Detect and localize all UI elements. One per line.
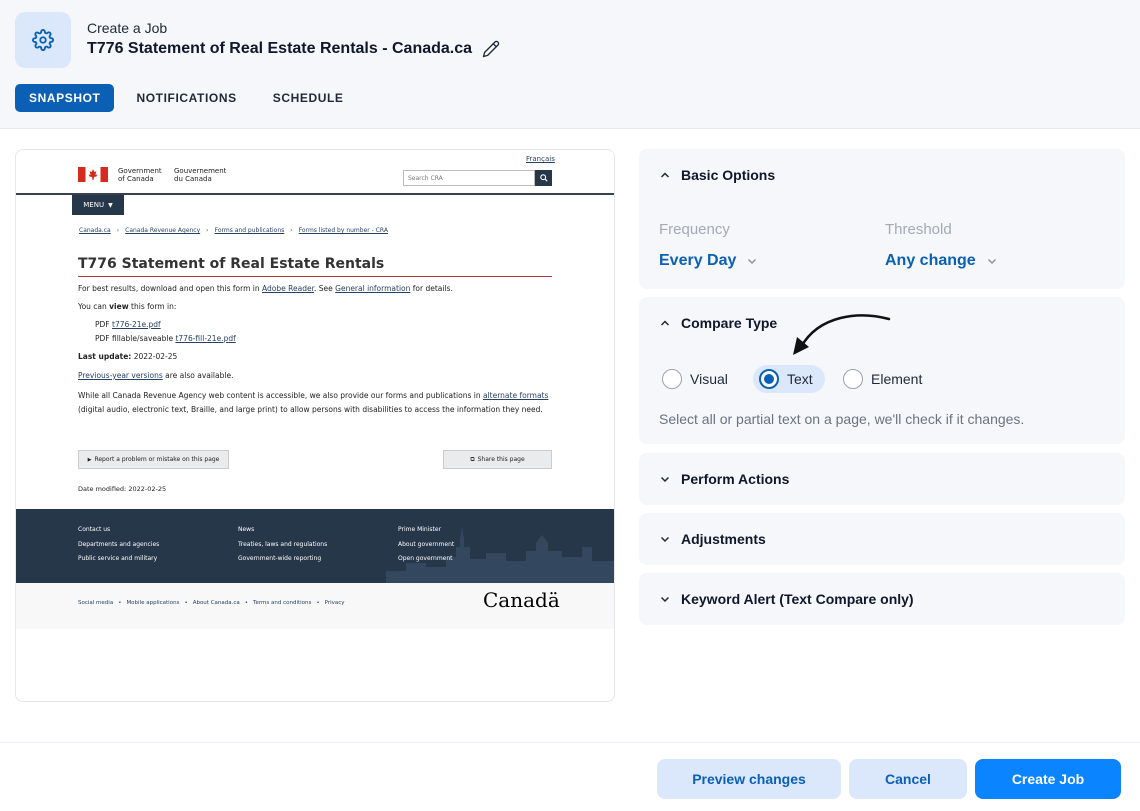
crumb-2: Canada Revenue Agency bbox=[125, 227, 201, 234]
keyword-alert-panel[interactable] bbox=[639, 573, 1125, 625]
chevron-down-icon bbox=[659, 473, 671, 485]
gov-fr-line1: Gouvernement bbox=[174, 167, 227, 175]
view-text-a: You can bbox=[78, 302, 110, 311]
share-page-label: Share this page bbox=[477, 456, 525, 463]
radio-text[interactable] bbox=[759, 369, 779, 389]
cancel-button[interactable]: Cancel bbox=[849, 759, 967, 799]
footer-bar bbox=[0, 742, 1140, 811]
compare-option-visual-label: Visual bbox=[690, 371, 728, 387]
chevron-down-icon bbox=[659, 593, 671, 605]
adjustments-title: Adjustments bbox=[681, 531, 766, 547]
view-text-b: view bbox=[109, 302, 129, 311]
crumb-3: Forms and publications bbox=[214, 227, 285, 234]
bottom-link-terms: Terms and conditions bbox=[253, 600, 312, 606]
footer-col-2 bbox=[238, 523, 327, 567]
settings-button[interactable] bbox=[15, 12, 71, 68]
accessibility-paragraph bbox=[78, 389, 553, 416]
compare-option-visual[interactable] bbox=[656, 365, 740, 393]
basic-options-header[interactable] bbox=[659, 167, 775, 183]
chevron-up-icon bbox=[659, 317, 671, 329]
threshold-label: Threshold bbox=[885, 221, 952, 238]
frequency-label: Frequency bbox=[659, 221, 730, 238]
gov-en-line2: of Canada bbox=[118, 175, 154, 183]
general-info-link: General information bbox=[335, 284, 411, 293]
adobe-link: Adobe Reader bbox=[262, 284, 314, 293]
pdf-label: PDF bbox=[95, 320, 112, 329]
intro-text-c: for details. bbox=[410, 284, 453, 293]
gear-icon bbox=[32, 29, 54, 51]
frequency-value: Every Day bbox=[659, 252, 737, 269]
tab-schedule[interactable]: SCHEDULE bbox=[272, 91, 344, 105]
date-modified: Date modified: 2022-02-25 bbox=[78, 485, 167, 493]
canada-flag-icon bbox=[78, 167, 108, 182]
bottom-links: Social media • Mobile applications • About Canada.ca • Terms and conditions • Privacy bbox=[78, 600, 345, 606]
pdf-fill-link: t776-fill-21e.pdf bbox=[175, 334, 236, 343]
threshold-value: Any change bbox=[885, 252, 976, 269]
chevron-down-icon bbox=[746, 255, 758, 267]
adjustments-panel[interactable] bbox=[639, 513, 1125, 565]
footer-link-departments: Departments and agencies bbox=[78, 540, 160, 548]
pencil-icon[interactable] bbox=[482, 40, 500, 58]
cra-breadcrumb: Canada.ca › Canada Revenue Agency › Forms and publications › Forms listed by number - CRA bbox=[79, 227, 388, 234]
cra-page-heading: T776 Statement of Real Estate Rentals bbox=[78, 256, 385, 272]
access-text-b: (digital audio, electronic text, Braille, and large print) to allow persons with disabilities to access the information they need. bbox=[78, 404, 543, 414]
footer-link-open-gov: Open government bbox=[398, 555, 453, 562]
page-subtitle: Create a Job bbox=[87, 20, 168, 36]
share-page-button bbox=[443, 450, 552, 469]
footer-link-contact: Contact us bbox=[78, 526, 111, 533]
bottom-link-privacy: Privacy bbox=[324, 600, 345, 606]
cra-menu-label: MENU bbox=[83, 201, 105, 209]
threshold-dropdown[interactable] bbox=[885, 252, 998, 270]
play-icon: ▶ bbox=[87, 456, 92, 463]
keyword-alert-header[interactable] bbox=[659, 591, 914, 607]
prev-versions-suffix: are also available. bbox=[162, 371, 234, 380]
intro-paragraph bbox=[78, 283, 558, 294]
job-title: T776 Statement of Real Estate Rentals - Canada.ca bbox=[87, 40, 473, 57]
last-update-line bbox=[78, 352, 177, 361]
gov-fr-wordmark bbox=[174, 167, 226, 183]
prev-versions-line bbox=[78, 371, 233, 380]
basic-options-title: Basic Options bbox=[681, 167, 776, 183]
share-icon: ⧉ bbox=[470, 455, 475, 463]
cra-menu-button bbox=[72, 195, 124, 215]
footer-link-about-gov: About government bbox=[398, 540, 455, 548]
arrow-annotation-icon bbox=[789, 311, 894, 359]
gov-en-line1: Government bbox=[118, 167, 162, 175]
footer-col-1 bbox=[78, 523, 159, 567]
last-update-label: Last update: bbox=[78, 352, 132, 361]
report-problem-label: Report a problem or mistake on this page bbox=[94, 456, 220, 463]
pdf-fill-label: PDF fillable/saveable bbox=[95, 334, 176, 343]
caret-down-icon: ▼ bbox=[108, 201, 113, 209]
radio-element[interactable] bbox=[843, 369, 863, 389]
chevron-down-icon bbox=[659, 533, 671, 545]
search-icon bbox=[540, 174, 548, 182]
page-snapshot-preview[interactable] bbox=[15, 149, 615, 702]
canada-wordmark: Canadä bbox=[483, 588, 560, 612]
gov-fr-line2: du Canada bbox=[174, 175, 212, 183]
lang-link: Français bbox=[526, 155, 555, 163]
crumb-1: Canada.ca bbox=[79, 227, 111, 234]
pdf-line bbox=[95, 320, 161, 329]
alternate-formats-link: alternate formats bbox=[482, 391, 549, 400]
footer-link-reporting: Government-wide reporting bbox=[238, 555, 322, 562]
tab-bar bbox=[15, 84, 366, 112]
compare-type-description: Select all or partial text on a page, we'll check if it changes. bbox=[659, 411, 1025, 427]
prev-versions-link: Previous-year versions bbox=[78, 371, 163, 380]
compare-option-text[interactable] bbox=[753, 365, 825, 393]
compare-option-text-label: Text bbox=[787, 371, 813, 387]
compare-type-header[interactable] bbox=[659, 315, 777, 331]
header bbox=[0, 0, 1140, 129]
last-update-value: 2022-02-25 bbox=[131, 352, 178, 361]
intro-text-a: For best results, download and open this form in bbox=[78, 284, 263, 293]
cra-search-input: Search CRA bbox=[403, 170, 535, 186]
view-paragraph bbox=[78, 302, 176, 311]
frequency-dropdown[interactable] bbox=[659, 252, 758, 270]
footer-col-3 bbox=[398, 523, 454, 567]
chevron-up-icon bbox=[659, 169, 671, 181]
pdf-link: t776-21e.pdf bbox=[112, 320, 161, 329]
chevron-down-icon bbox=[986, 255, 998, 267]
footer-link-pm: Prime Minister bbox=[398, 526, 442, 533]
cra-search-button bbox=[535, 170, 552, 186]
perform-actions-title: Perform Actions bbox=[681, 471, 790, 487]
tab-snapshot[interactable]: SNAPSHOT bbox=[15, 84, 114, 112]
crumb-4: Forms listed by number - CRA bbox=[298, 227, 388, 234]
heading-underline bbox=[78, 276, 552, 277]
compare-type-title: Compare Type bbox=[681, 315, 778, 331]
bottom-link-about: About Canada.ca bbox=[192, 600, 240, 606]
footer-link-public-service: Public service and military bbox=[78, 555, 158, 562]
compare-option-element[interactable] bbox=[837, 365, 934, 393]
gov-en-wordmark bbox=[118, 167, 162, 183]
basic-options-panel bbox=[639, 149, 1125, 289]
intro-text-b: . See bbox=[313, 284, 336, 293]
perform-actions-header[interactable] bbox=[659, 471, 789, 487]
page-title bbox=[87, 40, 500, 58]
perform-actions-panel[interactable] bbox=[639, 453, 1125, 505]
footer-link-news: News bbox=[238, 526, 255, 533]
compare-option-element-label: Element bbox=[871, 371, 923, 387]
bottom-link-social: Social media bbox=[78, 600, 114, 606]
bottom-link-mobile: Mobile applications bbox=[126, 600, 180, 606]
keyword-alert-title: Keyword Alert (Text Compare only) bbox=[681, 591, 914, 607]
report-problem-button bbox=[78, 450, 229, 469]
radio-visual[interactable] bbox=[662, 369, 682, 389]
footer-link-treaties: Treaties, laws and regulations bbox=[238, 540, 328, 548]
create-job-button[interactable]: Create Job bbox=[975, 759, 1121, 799]
adjustments-header[interactable] bbox=[659, 531, 766, 547]
pdf-fill-line bbox=[95, 334, 236, 343]
access-text-a: While all Canada Revenue Agency web content is accessible, we also provide our forms and publications in bbox=[78, 391, 483, 400]
tab-notifications[interactable]: NOTIFICATIONS bbox=[136, 91, 237, 105]
view-text-c: this form in: bbox=[128, 302, 177, 311]
preview-changes-button[interactable]: Preview changes bbox=[657, 759, 841, 799]
